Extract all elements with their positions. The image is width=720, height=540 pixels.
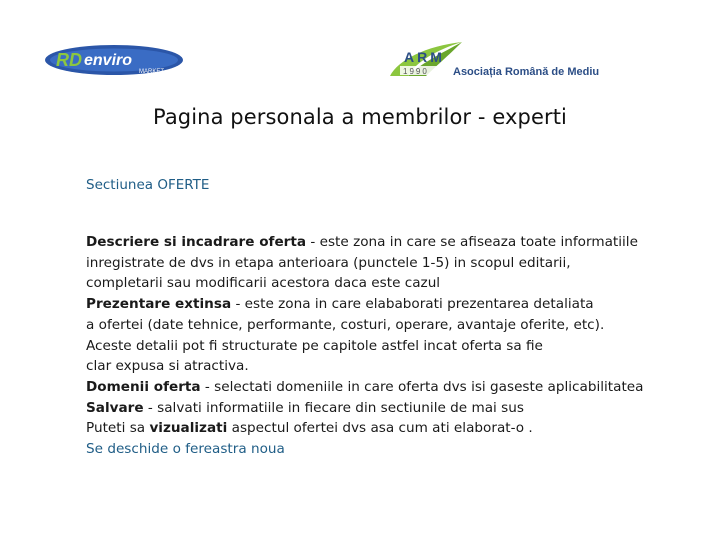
logo-year-text: 1990 [403, 67, 429, 76]
prezentare-line-1 [86, 294, 696, 315]
rd-enviro-market-logo [44, 44, 184, 76]
logo-rd-text: RD [56, 50, 82, 70]
prezentare-line-3: Aceste detalii pot fi structurate pe capitole astfel incat oferta sa fie [86, 337, 543, 354]
vizualizare-term: vizualizati [149, 420, 228, 437]
domenii-text: - selectati domeniile in care oferta dvs isi gaseste aplicabilitatea [200, 378, 644, 395]
descriere-text-1: - este zona in care se afiseaza toate informatiile [306, 234, 638, 250]
vizualizare-prefix: Puteti sa [86, 420, 150, 437]
new-window-note: Se deschide o fereastra noua [86, 441, 285, 458]
descriere-line-2: inregistrate de dvs in etapa anterioara (punctele 1-5) in scopul editarii, [86, 254, 571, 271]
descriere-line-1 [86, 232, 696, 253]
page-title: Pagina personala a membrilor - experti [153, 105, 567, 129]
logo-arm-text: ARM [404, 49, 445, 65]
logo-enviro-text: enviro [84, 52, 133, 69]
salvare-text: - salvati informatiile in fiecare din sectiunile de mai sus [143, 399, 524, 416]
prezentare-text-1: - este zona in care elababorati prezentarea detaliata [231, 296, 594, 313]
descriere-term: Descriere si incadrare oferta [86, 234, 307, 250]
salvare-line [86, 398, 696, 419]
domenii-term: Domenii oferta [86, 378, 201, 395]
vizualizare-suffix: aspectul ofertei dvs asa cum ati elaborat-o . [227, 420, 533, 437]
domenii-line [86, 377, 696, 398]
prezentare-line-2: a ofertei (date tehnice, performante, costuri, operare, avantaje oferite, etc). [86, 316, 605, 333]
descriere-line-3: completarii sau modificarii acestora daca este cazul [86, 275, 441, 292]
prezentare-line-4: clar expusa si atractiva. [86, 358, 249, 375]
arm-tagline: Asociația Română de Mediu [453, 66, 600, 78]
section-heading: Sectiunea OFERTE [86, 177, 210, 193]
vizualizare-line [86, 418, 696, 439]
body-text [86, 232, 696, 460]
prezentare-term: Prezentare extinsa [86, 296, 232, 313]
logo-market-text: MARKET [139, 69, 165, 75]
salvare-term: Salvare [86, 399, 144, 416]
